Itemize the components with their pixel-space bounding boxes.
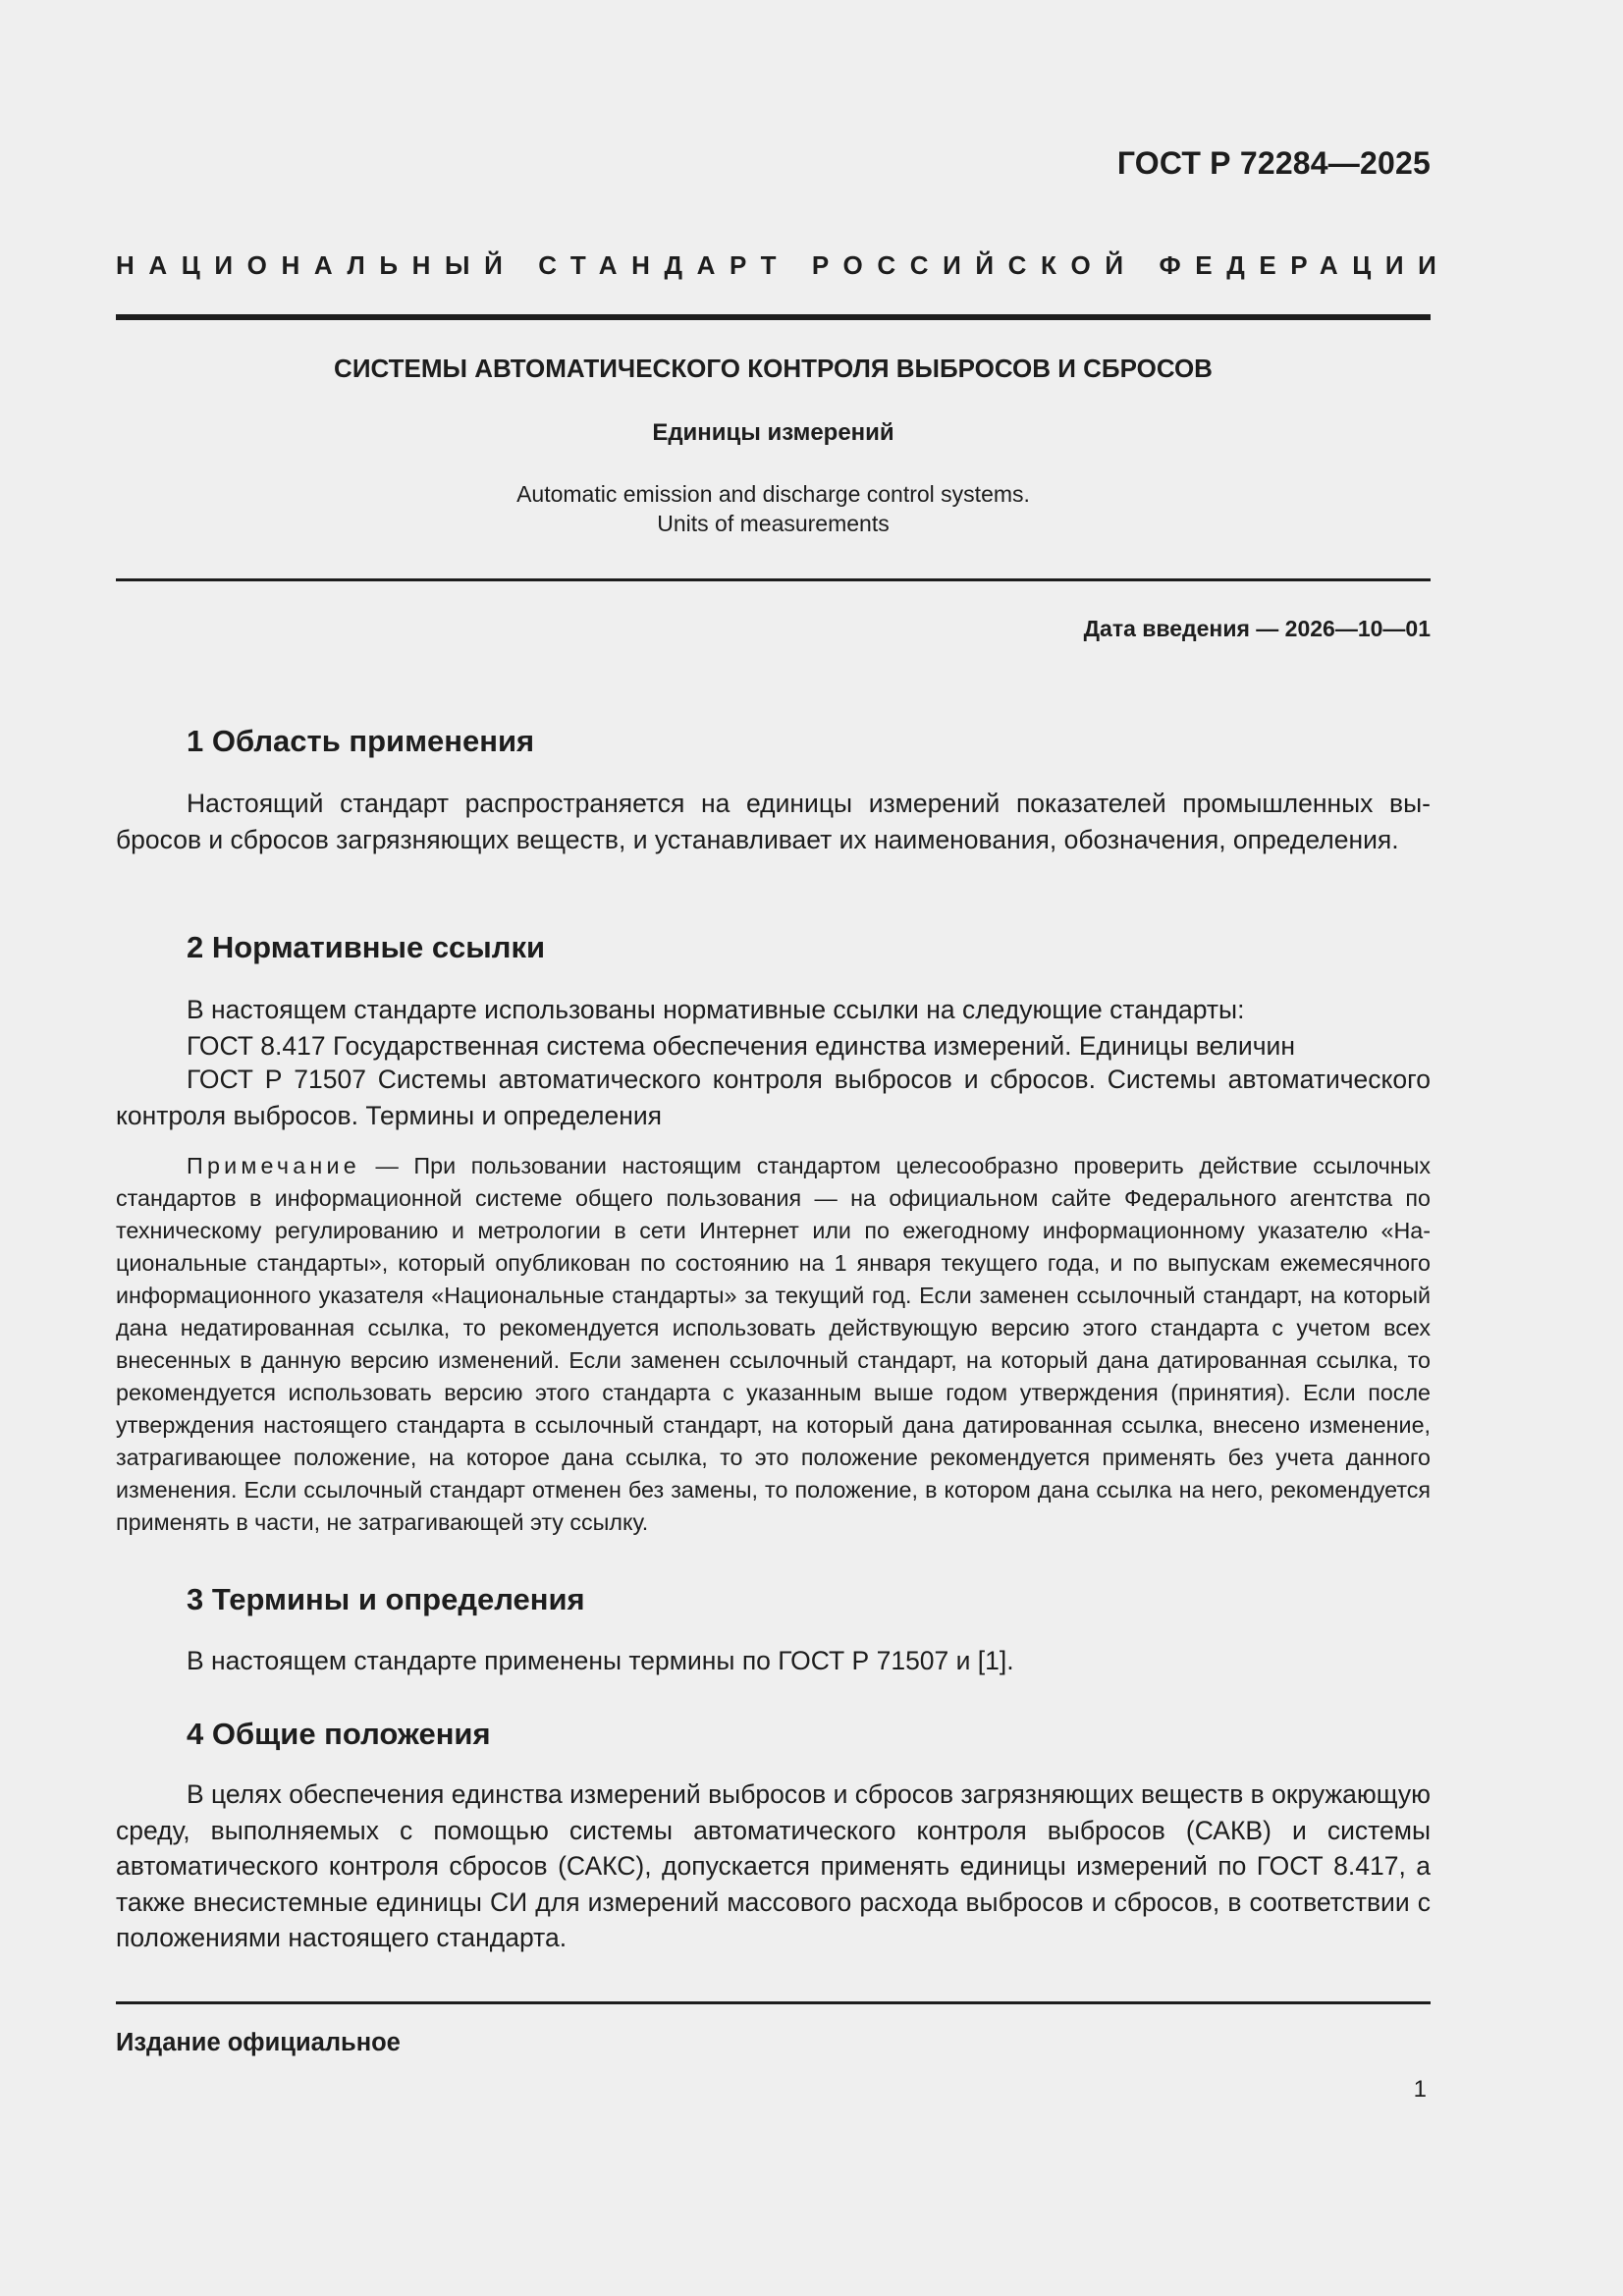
section-2-reference-1: ГОСТ 8.417 Государственная система обеспечения единства измерений. Единицы величин xyxy=(187,1031,1295,1061)
section-2-heading: 2 Нормативные ссылки xyxy=(187,930,546,964)
official-edition-label: Издание официальное xyxy=(116,2029,401,2056)
standard-code: ГОСТ Р 72284—2025 xyxy=(1116,145,1431,181)
top-divider xyxy=(116,314,1431,320)
section-2-text: В настоящем стандарте использованы нормативные ссылки на следующие стандарты: xyxy=(187,995,1245,1024)
footer-divider xyxy=(116,2001,1431,2004)
title-divider xyxy=(116,578,1431,581)
section-1-text: Настоящий стандарт распространяется на единицы измерений показателей промышленных выбросов и сбросов загрязняющих веществ, и устанавливает их наименования, обозначения, определения. xyxy=(116,789,1431,854)
section-3-heading: 3 Термины и определения xyxy=(187,1582,585,1616)
document-page xyxy=(116,0,1451,2296)
document-subtitle: Единицы измерений xyxy=(652,419,894,446)
section-2-reference-2: ГОСТ Р 71507 Системы автоматического контроля выбросов и сбросов. Системы автоматического контроля выбросов. Термины и определения xyxy=(116,1065,1431,1130)
introduction-date: Дата введения — 2026—10—01 xyxy=(1083,616,1431,641)
note-text: — При пользовании настоящим стандартом целесообразно проверить действие ссылочных стандартов в информационной системе общего пользования — на официальном сайте Федерального агентства по техническому регулированию и метрологии в сети Интернет или по ежегодному информационному указателю «Национальные стандарты», который опубликован по состоянию на 1 января текущего года, и по выпускам ежемесячного информационного указателя «Национальные стандарты» за текущий год. Если заменен ссылочный стандарт, на который дана недатированная ссылка, то рекомендуется использовать действующую версию этого стандарта с учетом всех внесенных в данную версию изменений. Если заменен ссылочный стандарт, на который дана датированная ссылка, то рекомендуется использовать версию этого стандарта с указанным выше годом утверждения (принятия). Если после утверждения настоящего стандарта в ссылочный стандарт, на который дана датированная ссылка, внесено изменение, затрагивающее положение, на которое дана ссылка, то это положение рекомендуется применять без учета данного изменения. Если ссылочный стандарт отменен без замены, то положение, в котором дана ссылка на него, рекомендуется применять в части, не затрагивающей эту ссылку. xyxy=(116,1153,1431,1535)
section-2-note xyxy=(116,1150,1431,1539)
section-4-text: В целях обеспечения единства измерений выбросов и сбросов загрязняющих веществ в окружающую среду, выполняемых с помощью системы автоматического контроля выбросов (САКВ) и системы автоматического контроля сбросов (САКС), допускается применять единицы измерений по ГОСТ 8.417, а также внесистемные единицы СИ для измерений массового расхода выбросов и сбросов, в соответствии с положениями настоящего стандарта. xyxy=(116,1779,1431,1952)
page-number: 1 xyxy=(1413,2076,1427,2103)
english-title-line2: Units of measurements xyxy=(657,511,890,536)
document-title: СИСТЕМЫ АВТОМАТИЧЕСКОГО КОНТРОЛЯ ВЫБРОСОВ И СБРОСОВ xyxy=(334,354,1213,383)
section-3-text: В настоящем стандарте применены термины по ГОСТ Р 71507 и [1]. xyxy=(187,1646,1014,1675)
english-title-line1: Automatic emission and discharge control systems. xyxy=(516,481,1030,507)
national-standard-label: НАЦИОНАЛЬНЫЙ СТАНДАРТ РОССИЙСКОЙ ФЕДЕРАЦИИ xyxy=(116,250,1451,280)
section-4-heading: 4 Общие положения xyxy=(187,1717,491,1751)
section-1-heading: 1 Область применения xyxy=(187,724,535,758)
note-label: Примечание xyxy=(187,1153,360,1178)
